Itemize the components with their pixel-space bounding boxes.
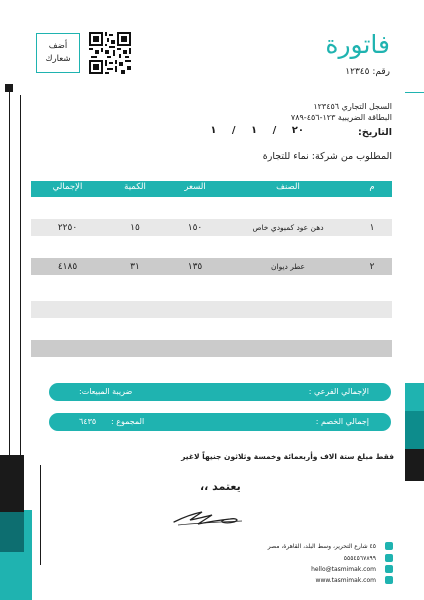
header-qty: الكمية — [124, 182, 146, 192]
decor-stripe-teal — [24, 510, 32, 600]
discount-total-label: إجمالي الخصم : — [315, 417, 369, 426]
logo-line2: شعارك — [45, 54, 71, 64]
row-qty: ١٥ — [130, 222, 140, 233]
approval-label: يعتمد ،، — [200, 480, 241, 493]
header-total: الإجمالي — [52, 182, 83, 192]
qr-code-icon — [89, 32, 131, 74]
table-row — [31, 219, 392, 236]
decor-block-black — [0, 455, 24, 512]
decor-line-left-1 — [9, 92, 10, 462]
logo-line1: أضف — [48, 41, 68, 51]
discount-total-bar — [49, 413, 391, 431]
globe-icon — [385, 576, 393, 584]
row-price: ١٥٠ — [187, 222, 203, 233]
customer-line: المطلوب من شركة: نماء للتجارة — [262, 151, 392, 162]
subtotal-bar — [49, 383, 391, 401]
row-total: ٤١٨٥ — [57, 261, 78, 272]
location-icon — [385, 542, 393, 550]
commercial-register: السجل التجاري ١٢٣٤٥٦ — [313, 102, 392, 111]
decor-line-left-2 — [20, 95, 21, 465]
amount-in-words: فقط مبلغ ستة الاف وأربعمائة وخمسة وثلاثون جنيهاً لاغير — [181, 452, 394, 461]
contact-address: ٤٥ شارع التحرير، وسط البلد، القاهرة، مصر — [267, 543, 376, 550]
sales-tax-label: ضريبة المبيعات: — [79, 387, 133, 396]
contact-phone: ٥٥٥٤٥٦٧٨٩٩ — [343, 555, 376, 562]
decor-right-black — [405, 449, 424, 481]
table-row-empty — [31, 301, 392, 318]
decor-right-teal-2 — [405, 411, 424, 449]
date-value: ٢٠ / ١ / ١ — [210, 125, 304, 136]
date-label: التاريخ: — [358, 127, 392, 138]
decor-line-left-3 — [40, 465, 41, 565]
header-no: م — [369, 182, 375, 192]
table-row-empty — [31, 340, 392, 357]
contact-website[interactable]: www.tasmimak.com — [315, 577, 376, 584]
logo-placeholder — [36, 33, 80, 73]
invoice-number: رقم: ١٢٣٤٥ — [345, 67, 390, 77]
phone-icon — [385, 554, 393, 562]
header-price: السعر — [184, 182, 206, 192]
company-registration — [291, 101, 392, 123]
row-no: ١ — [369, 222, 375, 233]
row-no: ٢ — [369, 261, 375, 272]
total-label: المجموع : — [111, 417, 145, 426]
subtotal-label: الإجمالي الفرعي : — [308, 387, 369, 396]
header-item: الصنف — [276, 182, 300, 192]
decor-square-top — [5, 84, 13, 92]
row-price: ١٣٥ — [187, 261, 203, 272]
signature-icon — [168, 500, 248, 530]
decor-right-teal-1 — [405, 383, 424, 411]
row-total: ٢٢٥٠ — [57, 222, 78, 233]
decor-right-teal-line — [405, 92, 424, 93]
row-item: دهن عود كمبودي خاص — [252, 223, 324, 232]
invoice-title: فاتورة — [325, 30, 390, 59]
table-row — [31, 258, 392, 275]
decor-block-teal — [0, 552, 24, 600]
row-qty: ٣١ — [130, 261, 140, 272]
decor-block-teal-dark — [0, 512, 24, 552]
table-header — [31, 181, 392, 197]
email-icon — [385, 565, 393, 573]
tax-card: البطاقة الضريبية ١٢٣-٤٥٦-٧٨٩ — [290, 113, 392, 122]
total-value: ٦٤٣٥ — [79, 417, 97, 426]
row-item: عطر ديوان — [270, 262, 306, 271]
contact-email[interactable]: hello@tasmimak.com — [311, 566, 376, 573]
